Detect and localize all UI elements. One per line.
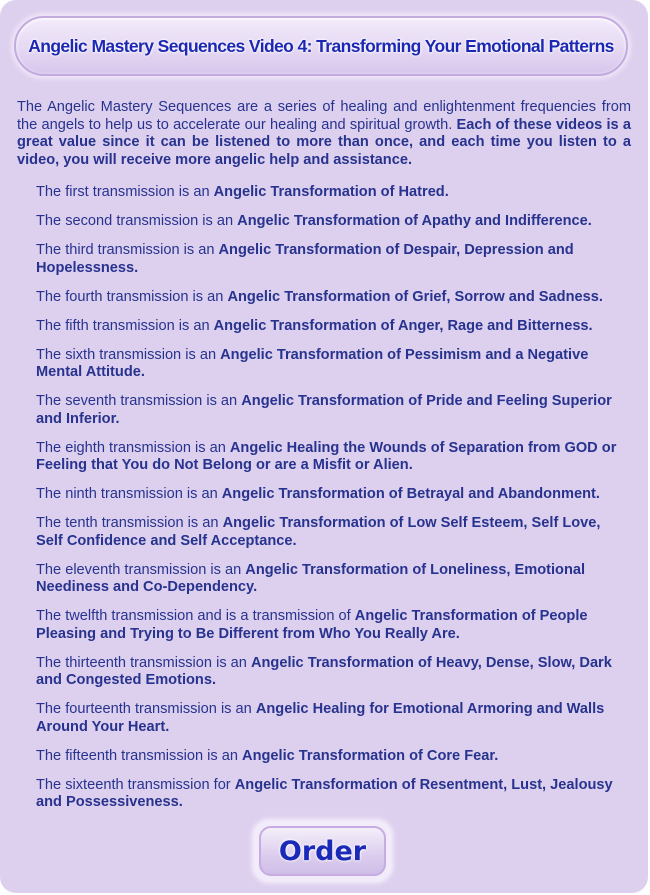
intro-bold-text: Each of these videos is a great value since it can be listened to more than once, and each time you listen to a video, you will receive more angelic help and assistance.: [17, 116, 631, 168]
transmission-item: The third transmission is an Angelic Transformation of Despair, Depression and Hopelessness.: [36, 242, 574, 276]
transmission-item: The ninth transmission is an Angelic Transformation of Betrayal and Abandonment.: [36, 486, 600, 502]
transmission-item: The fifth transmission is an Angelic Transformation of Anger, Rage and Bitterness.: [36, 317, 593, 334]
transmission-item: The first transmission is an Angelic Transformation of Hatred.: [36, 184, 449, 200]
transmission-item: The seventh transmission is an Angelic Transformation of Pride and Feeling Superior and Inferior.: [36, 393, 612, 427]
order-button-label: Order: [278, 835, 367, 867]
transmission-item: The tenth transmission is an Angelic Transformation of Low Self Esteem, Self Love, Self Confidence and Self Acceptance.: [36, 515, 601, 549]
transmission-item: The twelfth transmission and is a transmission of Angelic Transformation of People Pleasing and Trying to Be Different from Who You Really Are.: [36, 608, 588, 642]
order-button-frame: [255, 822, 390, 880]
transmission-item: The fourth transmission is an Angelic Transformation of Grief, Sorrow and Sadness.: [36, 288, 603, 305]
transmission-item: The sixth transmission is an Angelic Transformation of Pessimism and a Negative Mental Attitude.: [36, 346, 589, 380]
title-banner: [14, 16, 628, 76]
transmission-item: The second transmission is an Angelic Transformation of Apathy and Indifference.: [36, 213, 592, 229]
intro-text: The Angelic Mastery Sequences are a series of healing and enlightenment frequencies from the angels to help us to accelerate our healing and spiritual growth.: [17, 99, 631, 133]
transmission-item: The thirteenth transmission is an Angelic Transformation of Heavy, Dense, Slow, Dark and Congested Emotions.: [36, 654, 612, 688]
page-title: Angelic Mastery Sequences Video 4: Transforming Your Emotional Patterns: [28, 35, 614, 56]
order-button[interactable]: [259, 826, 386, 876]
transmission-item: The fifteenth transmission is an Angelic Transformation of Core Fear.: [36, 747, 499, 764]
transmission-item: The eighth transmission is an Angelic Healing the Wounds of Separation from GOD or Feeling that You do Not Belong or are a Misfit or Alien.: [36, 439, 617, 473]
intro-paragraph: [17, 99, 631, 169]
transmission-list: [36, 184, 628, 823]
transmission-item: The sixteenth transmission for Angelic Transformation of Resentment, Lust, Jealousy and Possessiveness.: [36, 776, 613, 810]
transmission-item: The eleventh transmission is an Angelic Transformation of Loneliness, Emotional Neediness and Co-Dependency.: [36, 561, 586, 595]
transmission-item: The fourteenth transmission is an Angelic Healing for Emotional Armoring and Walls Around Your Heart.: [36, 701, 605, 735]
